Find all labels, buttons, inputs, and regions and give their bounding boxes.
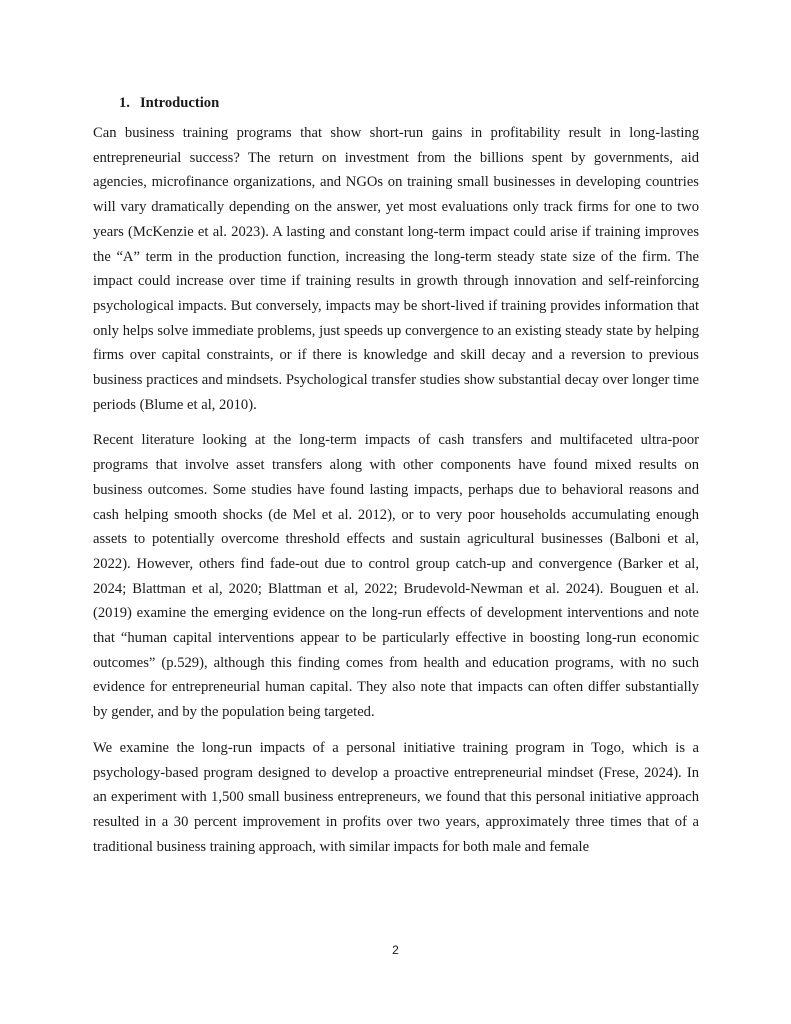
body-text [93,121,699,870]
section-number: 1. [119,95,130,111]
paragraph: Recent literature looking at the long-term impacts of cash transfers and multifaceted ultra-poor programs that involve asset transfers along with other components have found mixed results on business outcomes. Some studies have found lasting impacts, perhaps due to behavioral reasons and cash helping smooth shocks (de Mel et al. 2012), or to very poor households accumulating enough assets to potentially overcome threshold effects and sustain agricultural businesses (Balboni et al, 2022). However, others find fade-out due to control group catch-up and convergence (Barker et al, 2024; Blattman et al, 2020; Blattman et al, 2022; Brudevold-Newman et al. 2024). Bouguen et al. (2019) examine the emerging evidence on the long-run effects of development interventions and note that “human capital interventions appear to be particularly effective in boosting long-run economic outcomes” (p.529), although this finding comes from health and education programs, with no such evidence for entrepreneurial human capital. They also note that impacts can often differ substantially by gender, and by the population being targeted. [93,432,699,721]
section-heading [119,93,219,113]
section-title: Introduction [140,95,220,111]
page-number: 2 [392,943,399,957]
paragraph: We examine the long-run impacts of a personal initiative training program in Togo, which is a psychology-based program designed to develop a proactive entrepreneurial mindset (Frese, 2024). In an experiment with 1,500 small business entrepreneurs, we found that this personal initiative approach resulted in a 30 percent improvement in profits over two years, approximately three times that of a traditional business training approach, with similar impacts for both male and female [93,739,699,855]
paragraph: Can business training programs that show short-run gains in profitability result in long-lasting entrepreneurial success? The return on investment from the billions spent by governments, aid agencies, microfinance organizations, and NGOs on training small businesses in developing countries will vary dramatically depending on the answer, yet most evaluations only track firms for one to two years (McKenzie et al. 2023). A lasting and constant long-term impact could arise if training improves the “A” term in the production function, increasing the long-term steady state size of the firm. The impact could increase over time if training results in growth through innovation and self-reinforcing psychological impacts. But conversely, impacts may be short-lived if training provides information that only helps solve immediate problems, just speeds up convergence to an existing steady state by helping firms over capital constraints, or if there is knowledge and skill decay and a reversion to previous business practices and mindsets. Psychological transfer studies show substantial decay over longer time periods (Blume et al, 2010). [93,125,699,413]
